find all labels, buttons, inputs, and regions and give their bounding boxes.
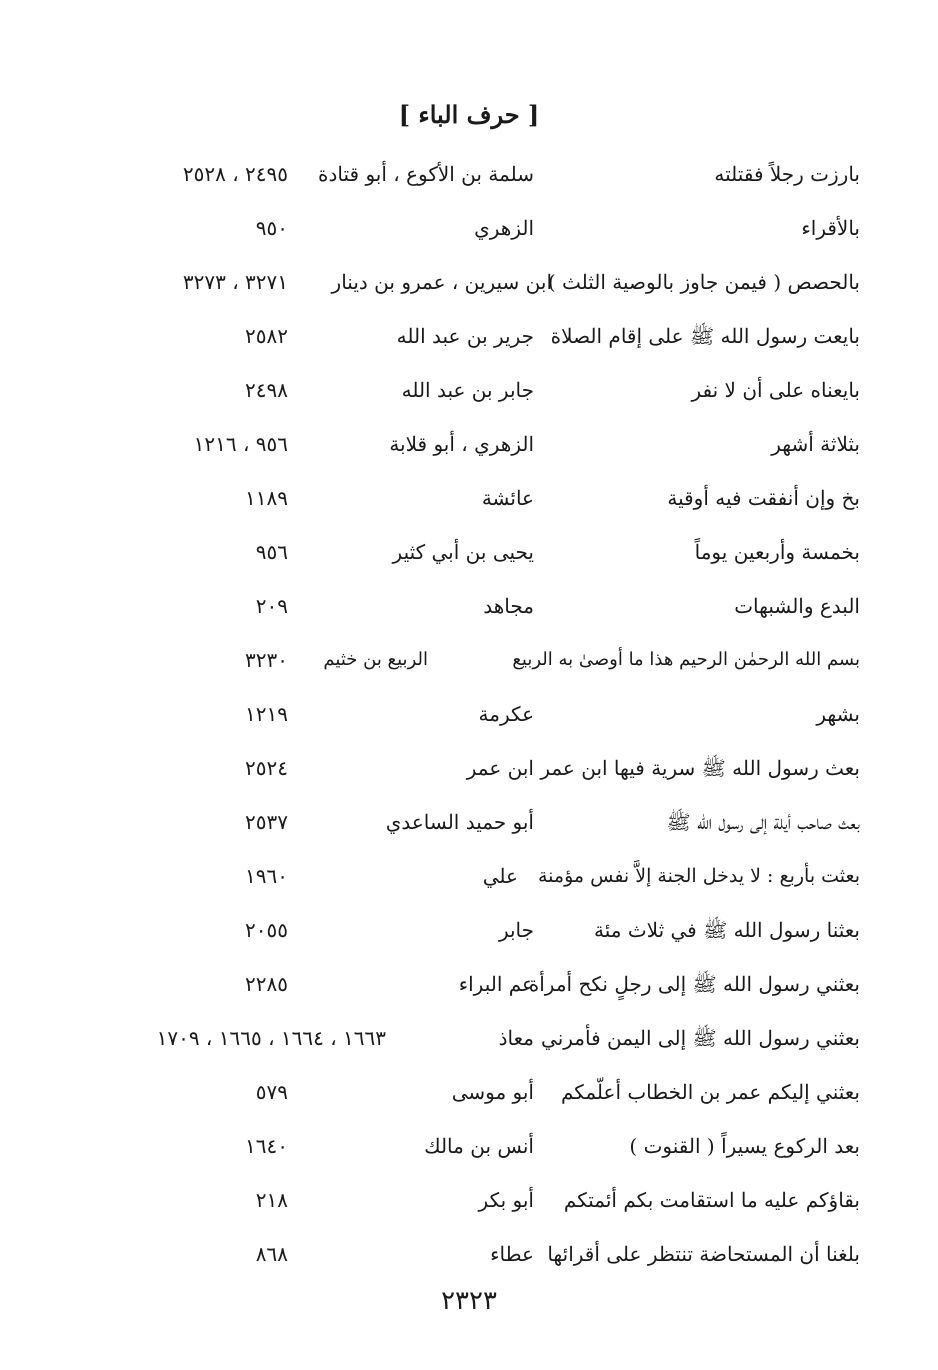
narrator: عائشة bbox=[481, 486, 534, 510]
hadith-phrase: البدع والشبهات bbox=[734, 594, 860, 618]
hadith-phrase: بعث رسول الله ﷺ سرية فيها ابن عمر bbox=[540, 756, 860, 780]
index-row bbox=[0, 744, 938, 798]
narrator: أبو موسى bbox=[451, 1080, 534, 1104]
hadith-phrase: بعث صاحب أيلة إلى رسول الله ﷺ bbox=[666, 810, 860, 834]
narrator: عكرمة bbox=[478, 702, 534, 726]
hadith-phrase: بشهر bbox=[816, 702, 860, 726]
narrator: يحيى بن أبي كثير bbox=[392, 540, 534, 564]
narrator: مجاهد bbox=[483, 594, 534, 618]
page-number: ٢٣٢٣ bbox=[441, 1286, 497, 1316]
narrator: الزهري ، أبو قلابة bbox=[389, 432, 534, 456]
index-row bbox=[0, 960, 938, 1014]
index-table bbox=[0, 150, 938, 1284]
reference-numbers: ٢٠٩ bbox=[255, 594, 288, 618]
hadith-phrase: بارزت رجلاً فقتلته bbox=[714, 162, 860, 186]
section-title: [ حرف الباء ] bbox=[398, 100, 540, 129]
reference-numbers: ٢٤٩٥ ، ٢٥٢٨ bbox=[182, 162, 288, 186]
hadith-phrase: بخ وإن أنفقت فيه أوقية bbox=[667, 486, 860, 510]
narrator: أنس بن مالك bbox=[424, 1134, 534, 1158]
reference-numbers: ١٦٤٠ bbox=[245, 1134, 288, 1158]
narrator: أبو حميد الساعدي bbox=[385, 810, 534, 834]
hadith-phrase: بعد الركوع يسيراً ( القنوت ) bbox=[629, 1134, 860, 1158]
reference-numbers: ٢٢٨٥ bbox=[245, 972, 288, 996]
index-row bbox=[0, 852, 938, 906]
index-row bbox=[0, 312, 938, 366]
hadith-phrase: بعثني إليكم عمر بن الخطاب أعلّمكم bbox=[560, 1080, 860, 1104]
narrator: الربيع بن خثيم bbox=[323, 649, 428, 670]
narrator: معاذ bbox=[498, 1026, 534, 1050]
index-row bbox=[0, 1068, 938, 1122]
hadith-phrase: بقاؤكم عليه ما استقامت بكم أئمتكم bbox=[563, 1188, 860, 1212]
reference-numbers: ١٢١٩ bbox=[245, 702, 288, 726]
reference-numbers: ١٩٦٠ bbox=[245, 864, 288, 888]
index-row bbox=[0, 1014, 938, 1068]
hadith-phrase: بالحصص ( فيمن جاوز بالوصية الثلث ) bbox=[547, 270, 860, 294]
narrator: عطاء bbox=[490, 1242, 534, 1266]
hadith-phrase: بعثنا رسول الله ﷺ في ثلاث مئة bbox=[594, 918, 860, 942]
reference-numbers: ٨٦٨ bbox=[255, 1242, 288, 1266]
narrator: ابن سيرين ، عمرو بن دينار bbox=[331, 270, 552, 294]
index-row bbox=[0, 582, 938, 636]
reference-numbers: ٩٥٠ bbox=[255, 216, 288, 240]
reference-numbers: ٢١٨ bbox=[255, 1188, 288, 1212]
hadith-phrase: بلغنا أن المستحاضة تنتظر على أقرائها bbox=[547, 1242, 860, 1266]
hadith-phrase: بسم الله الرحمٰن الرحيم هذا ما أوصىٰ به الربيع bbox=[512, 649, 860, 670]
hadith-phrase: بعثني رسول الله ﷺ إلى اليمن فأمرني bbox=[541, 1026, 860, 1050]
hadith-phrase: بعثني رسول الله ﷺ إلى رجلٍ نكح أمرأة bbox=[528, 972, 860, 996]
narrator: ابن عمر bbox=[466, 756, 534, 780]
hadith-phrase: بالأقراء bbox=[801, 216, 860, 240]
reference-numbers: ٩٥٦ bbox=[255, 540, 288, 564]
reference-numbers: ٥٧٩ bbox=[255, 1080, 288, 1104]
reference-numbers: ٩٥٦ ، ١٢١٦ bbox=[193, 432, 288, 456]
reference-numbers: ٢٥٣٧ bbox=[245, 810, 288, 834]
narrator: الزهري bbox=[474, 216, 534, 240]
reference-numbers: ٢٥٨٢ bbox=[245, 324, 288, 348]
hadith-phrase: بايعناه على أن لا نفر bbox=[691, 378, 860, 402]
index-row bbox=[0, 1230, 938, 1284]
index-row bbox=[0, 204, 938, 258]
narrator: جرير بن عبد الله bbox=[396, 324, 534, 348]
index-row bbox=[0, 528, 938, 582]
index-row bbox=[0, 798, 938, 852]
reference-numbers: ١٦٦٣ ، ١٦٦٤ ، ١٦٦٥ ، ١٧٠٩ bbox=[156, 1026, 386, 1050]
reference-numbers: ٣٢٧١ ، ٣٢٧٣ bbox=[182, 270, 288, 294]
narrator: أبو بكر bbox=[478, 1188, 534, 1212]
reference-numbers: ٢٥٢٤ bbox=[245, 756, 288, 780]
hadith-phrase: بثلاثة أشهر bbox=[771, 432, 860, 456]
index-row bbox=[0, 906, 938, 960]
narrator: جابر bbox=[498, 918, 534, 942]
reference-numbers: ١١٨٩ bbox=[245, 486, 288, 510]
index-row bbox=[0, 474, 938, 528]
reference-numbers: ٢٤٩٨ bbox=[245, 378, 288, 402]
index-row bbox=[0, 690, 938, 744]
hadith-phrase: بخمسة وأربعين يوماً bbox=[694, 540, 860, 564]
narrator: عم البراء bbox=[458, 972, 534, 996]
index-row bbox=[0, 150, 938, 204]
narrator: سلمة بن الأكوع ، أبو قتادة bbox=[318, 162, 534, 186]
index-row bbox=[0, 636, 938, 690]
reference-numbers: ٣٢٣٠ bbox=[245, 648, 288, 672]
index-row bbox=[0, 420, 938, 474]
index-row bbox=[0, 366, 938, 420]
index-row bbox=[0, 1122, 938, 1176]
hadith-phrase: بايعت رسول الله ﷺ على إقام الصلاة bbox=[550, 324, 860, 348]
narrator: جابر بن عبد الله bbox=[401, 378, 534, 402]
index-row bbox=[0, 258, 938, 312]
narrator: علي bbox=[482, 864, 518, 888]
reference-numbers: ٢٠٥٥ bbox=[245, 918, 288, 942]
hadith-phrase: بعثت بأربع : لا يدخل الجنة إلاَّ نفس مؤمنة bbox=[537, 865, 860, 887]
index-row bbox=[0, 1176, 938, 1230]
